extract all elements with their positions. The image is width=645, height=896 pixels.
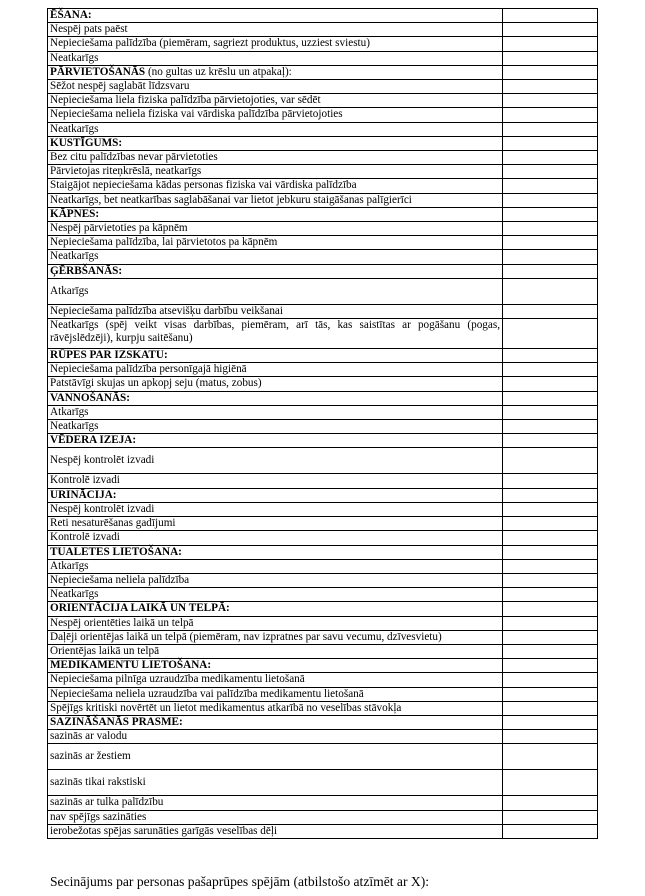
- criterion-label: [48, 644, 503, 658]
- section-header-row: [48, 545, 598, 559]
- criterion-row: [48, 673, 598, 687]
- criterion-label: [48, 151, 503, 165]
- mark-cell[interactable]: [503, 122, 598, 136]
- criterion-label: [48, 420, 503, 434]
- criterion-text: Nespēj orientēties laikā un telpā: [50, 616, 194, 629]
- mark-cell[interactable]: [503, 377, 598, 391]
- section-header-row: [48, 264, 598, 278]
- criterion-text: Nepieciešama palīdzība, lai pārvietotos pa kāpnēm: [50, 236, 278, 249]
- criterion-text: Nespēj kontrolēt izvadi: [50, 502, 155, 515]
- mark-cell[interactable]: [503, 108, 598, 122]
- mark-cell[interactable]: [503, 51, 598, 65]
- section-header-row: [48, 9, 598, 23]
- section-title-text: KUSTĪGUMS:: [50, 136, 123, 149]
- criterion-row: [48, 730, 598, 744]
- criterion-label: [48, 179, 503, 193]
- mark-cell[interactable]: [503, 502, 598, 516]
- criterion-row: [48, 278, 598, 304]
- criterion-text: sazinās ar valodu: [50, 730, 128, 743]
- criterion-text: Neatkarīgs, bet neatkarības saglabāšanai var lietot jebkuru staigāšanas palīgierīci: [50, 193, 412, 206]
- criterion-label: [48, 23, 503, 37]
- criterion-row: [48, 222, 598, 236]
- criterion-text: Bez citu palīdzības nevar pārvietoties: [50, 151, 218, 164]
- criterion-row: [48, 701, 598, 715]
- mark-cell[interactable]: [503, 630, 598, 644]
- criterion-text: Atkarīgs: [50, 405, 89, 418]
- mark-cell[interactable]: [503, 37, 598, 51]
- criterion-row: [48, 37, 598, 51]
- criterion-label: [48, 474, 503, 488]
- criterion-label: [48, 502, 503, 516]
- section-title-note: (no gultas uz krēslu un atpakaļ):: [145, 65, 292, 78]
- criterion-label: [48, 193, 503, 207]
- mark-cell[interactable]: [503, 250, 598, 264]
- criterion-label: [48, 165, 503, 179]
- section-mark-cell: [503, 391, 598, 405]
- criterion-text: sazinās ar žestiem: [50, 750, 131, 763]
- criterion-label: [48, 559, 503, 573]
- mark-cell[interactable]: [503, 448, 598, 474]
- mark-cell[interactable]: [503, 165, 598, 179]
- criterion-label: [48, 616, 503, 630]
- criterion-row: [48, 474, 598, 488]
- mark-cell[interactable]: [503, 319, 598, 349]
- section-mark-cell: [503, 602, 598, 616]
- section-title-text: ĒŠANA:: [50, 9, 92, 21]
- section-title: [48, 264, 503, 278]
- section-mark-cell: [503, 264, 598, 278]
- section-mark-cell: [503, 349, 598, 363]
- assessment-rows: [48, 9, 598, 839]
- section-title: [48, 391, 503, 405]
- criterion-row: [48, 319, 598, 349]
- criterion-text: Patstāvīgi skujas un apkopj seju (matus, zobus): [50, 377, 262, 390]
- criterion-text: Neatkarīgs: [50, 122, 99, 135]
- criterion-row: [48, 559, 598, 573]
- criterion-text: Nespēj kontrolēt izvadi: [50, 454, 155, 467]
- criterion-label: [48, 573, 503, 587]
- criterion-label: [48, 448, 503, 474]
- criterion-text: ierobežotas spējas sarunāties garīgās veselības dēļi: [50, 824, 278, 837]
- mark-cell[interactable]: [503, 94, 598, 108]
- criterion-label: [48, 824, 503, 838]
- criterion-text: Orientējas laikā un telpā: [50, 644, 160, 657]
- criterion-text: Daļēji orientējas laikā un telpā (piemēram, nav izpratnes par savu vecumu, dzīvesvietu): [50, 630, 442, 643]
- section-title: [48, 488, 503, 502]
- criterion-text: Kontrolē izvadi: [50, 474, 120, 487]
- mark-cell[interactable]: [503, 730, 598, 744]
- criterion-label: [48, 701, 503, 715]
- mark-cell[interactable]: [503, 673, 598, 687]
- criterion-label: [48, 80, 503, 94]
- criterion-row: [48, 151, 598, 165]
- criterion-row: [48, 179, 598, 193]
- section-title: [48, 136, 503, 150]
- mark-cell[interactable]: [503, 278, 598, 304]
- criterion-label: [48, 222, 503, 236]
- section-title: [48, 65, 503, 79]
- criterion-text: Neatkarīgs: [50, 588, 99, 601]
- criterion-label: [48, 122, 503, 136]
- mark-cell[interactable]: [503, 23, 598, 37]
- criterion-text: Atkarīgs: [50, 559, 89, 572]
- mark-cell[interactable]: [503, 179, 598, 193]
- criterion-row: [48, 304, 598, 318]
- criterion-text: Staigājot nepieciešama kādas personas fiziska vai vārdiska palīdzība: [50, 179, 357, 192]
- criterion-label: [48, 630, 503, 644]
- criterion-label: [48, 278, 503, 304]
- conclusion-text: Secinājums par personas pašaprūpes spējām (atbilstošo atzīmēt ar X):: [50, 874, 430, 889]
- section-header-row: [48, 136, 598, 150]
- criterion-label: [48, 377, 503, 391]
- criterion-text: Spējīgs kritiski novērtēt un lietot medikamentus atkarībā no veselības stāvokļa: [50, 701, 402, 714]
- criterion-text: Nepieciešama palīdzība (piemēram, sagriezt produktus, uzziest sviestu): [50, 37, 370, 50]
- section-title: [48, 434, 503, 448]
- mark-cell[interactable]: [503, 573, 598, 587]
- criterion-row: [48, 531, 598, 545]
- mark-cell[interactable]: [503, 405, 598, 419]
- mark-cell[interactable]: [503, 770, 598, 796]
- section-title-text: URINĀCIJA:: [50, 488, 117, 501]
- section-header-row: [48, 488, 598, 502]
- mark-cell[interactable]: [503, 824, 598, 838]
- section-title-text: VANNOŠANĀS:: [50, 391, 130, 404]
- mark-cell[interactable]: [503, 474, 598, 488]
- criterion-label: [48, 250, 503, 264]
- mark-cell[interactable]: [503, 304, 598, 318]
- section-title: [48, 349, 503, 363]
- criterion-label: [48, 588, 503, 602]
- mark-cell[interactable]: [503, 236, 598, 250]
- mark-cell[interactable]: [503, 420, 598, 434]
- criterion-row: [48, 108, 598, 122]
- section-mark-cell: [503, 434, 598, 448]
- criterion-text: Nepieciešama neliela palīdzība: [50, 573, 190, 586]
- section-header-row: [48, 434, 598, 448]
- criterion-row: [48, 80, 598, 94]
- criterion-row: [48, 165, 598, 179]
- criterion-row: [48, 23, 598, 37]
- section-mark-cell: [503, 545, 598, 559]
- mark-cell[interactable]: [503, 810, 598, 824]
- criterion-row: [48, 363, 598, 377]
- section-header-row: [48, 659, 598, 673]
- section-title: [48, 9, 503, 23]
- mark-cell[interactable]: [503, 744, 598, 770]
- criterion-label: [48, 673, 503, 687]
- section-header-row: [48, 391, 598, 405]
- mark-cell[interactable]: [503, 363, 598, 377]
- criterion-row: [48, 630, 598, 644]
- criterion-row: [48, 810, 598, 824]
- criterion-label: [48, 108, 503, 122]
- criterion-text: sazinās tikai rakstiski: [50, 776, 146, 789]
- criterion-row: [48, 236, 598, 250]
- criterion-label: [48, 687, 503, 701]
- criterion-text: Nespēj pats paēst: [50, 23, 128, 36]
- criterion-text: Nepieciešama pilnīga uzraudzība medikamentu lietošanā: [50, 673, 305, 686]
- criterion-text: Nepieciešama palīdzība personīgajā higiēnā: [50, 363, 247, 376]
- section-title-text: VĒDERA IZEJA:: [50, 434, 137, 447]
- section-mark-cell: [503, 136, 598, 150]
- mark-cell[interactable]: [503, 517, 598, 531]
- self-care-assessment-table: [47, 8, 598, 839]
- mark-cell[interactable]: [503, 644, 598, 658]
- section-header-row: [48, 715, 598, 729]
- criterion-row: [48, 420, 598, 434]
- criterion-row: [48, 94, 598, 108]
- criterion-label: [48, 796, 503, 810]
- criterion-row: [48, 573, 598, 587]
- criterion-label: [48, 319, 503, 349]
- criterion-row: [48, 744, 598, 770]
- criterion-row: [48, 250, 598, 264]
- criterion-label: [48, 517, 503, 531]
- mark-cell[interactable]: [503, 222, 598, 236]
- section-mark-cell: [503, 65, 598, 79]
- criterion-row: [48, 796, 598, 810]
- criterion-text: sazinās ar tulka palīdzību: [50, 796, 164, 809]
- criterion-text: Atkarīgs: [50, 284, 89, 297]
- criterion-label: [48, 730, 503, 744]
- section-title: [48, 207, 503, 221]
- mark-cell[interactable]: [503, 701, 598, 715]
- mark-cell[interactable]: [503, 80, 598, 94]
- criterion-text: nav spējīgs sazināties: [50, 810, 147, 823]
- section-header-row: [48, 602, 598, 616]
- criterion-text: Sēžot nespēj saglabāt līdzsvaru: [50, 80, 190, 93]
- criterion-text: Neatkarīgs (spēj veikt visas darbības, piemēram, arī tās, kas saistītas ar pogāšanu (pogas, rāvējslēdzēji), kurpju saitēšanu): [50, 319, 500, 345]
- section-title-text: TUALETES LIETOŠANA:: [50, 545, 182, 558]
- criterion-label: [48, 770, 503, 796]
- criterion-label: [48, 37, 503, 51]
- mark-cell[interactable]: [503, 687, 598, 701]
- criterion-row: [48, 770, 598, 796]
- section-title-text: ĢĒRBŠANĀS:: [50, 264, 123, 277]
- mark-cell[interactable]: [503, 616, 598, 630]
- section-mark-cell: [503, 659, 598, 673]
- criterion-label: [48, 744, 503, 770]
- criterion-row: [48, 51, 598, 65]
- section-title-text: RŪPES PAR IZSKATU:: [50, 349, 168, 362]
- criterion-text: Neatkarīgs: [50, 51, 99, 64]
- criterion-text: Nespēj pārvietoties pa kāpnēm: [50, 222, 188, 235]
- criterion-label: [48, 304, 503, 318]
- criterion-text: Neatkarīgs: [50, 420, 99, 433]
- criterion-text: Kontrolē izvadi: [50, 531, 120, 544]
- criterion-row: [48, 824, 598, 838]
- mark-cell[interactable]: [503, 559, 598, 573]
- mark-cell[interactable]: [503, 151, 598, 165]
- criterion-row: [48, 616, 598, 630]
- section-header-row: [48, 349, 598, 363]
- criterion-row: [48, 448, 598, 474]
- section-title-text: SAZINĀŠANĀS PRASME:: [50, 715, 183, 728]
- criterion-row: [48, 377, 598, 391]
- criterion-row: [48, 193, 598, 207]
- section-title-text: MEDIKAMENTU LIETOŠANA:: [50, 659, 212, 672]
- section-title: [48, 602, 503, 616]
- section-title-text: PĀRVIETOŠANĀS: [50, 65, 146, 78]
- section-title-text: ORIENTĀCIJA LAIKĀ UN TELPĀ:: [50, 602, 230, 615]
- criterion-row: [48, 122, 598, 136]
- section-title: [48, 715, 503, 729]
- criterion-text: Pārvietojas riteņkrēslā, neatkarīgs: [50, 165, 202, 178]
- criterion-label: [48, 405, 503, 419]
- mark-cell[interactable]: [503, 588, 598, 602]
- criterion-label: [48, 94, 503, 108]
- criterion-row: [48, 687, 598, 701]
- mark-cell[interactable]: [503, 531, 598, 545]
- section-mark-cell: [503, 207, 598, 221]
- criterion-text: Nepieciešama liela fiziska palīdzība pārvietojoties, var sēdēt: [50, 94, 321, 107]
- section-title: [48, 659, 503, 673]
- criterion-label: [48, 363, 503, 377]
- criterion-label: [48, 51, 503, 65]
- criterion-row: [48, 588, 598, 602]
- mark-cell[interactable]: [503, 796, 598, 810]
- section-title-text: KĀPNES:: [50, 207, 100, 220]
- criterion-row: [48, 502, 598, 516]
- mark-cell[interactable]: [503, 193, 598, 207]
- criterion-text: Nepieciešama neliela fiziska vai vārdiska palīdzība pārvietojoties: [50, 108, 343, 121]
- criterion-text: Nepieciešama palīdzība atsevišķu darbību veikšanai: [50, 304, 283, 317]
- criterion-text: Reti nesaturēšanas gadījumi: [50, 517, 176, 530]
- criterion-label: [48, 810, 503, 824]
- criterion-text: Nepieciešama neliela uzraudzība vai palīdzība medikamentu lietošanā: [50, 687, 364, 700]
- section-mark-cell: [503, 715, 598, 729]
- section-header-row: [48, 65, 598, 79]
- criterion-row: [48, 405, 598, 419]
- section-mark-cell: [503, 488, 598, 502]
- section-mark-cell: [503, 9, 598, 23]
- criterion-row: [48, 644, 598, 658]
- criterion-row: [48, 517, 598, 531]
- section-title: [48, 545, 503, 559]
- criterion-label: [48, 236, 503, 250]
- criterion-text: Neatkarīgs: [50, 250, 99, 263]
- section-header-row: [48, 207, 598, 221]
- criterion-label: [48, 531, 503, 545]
